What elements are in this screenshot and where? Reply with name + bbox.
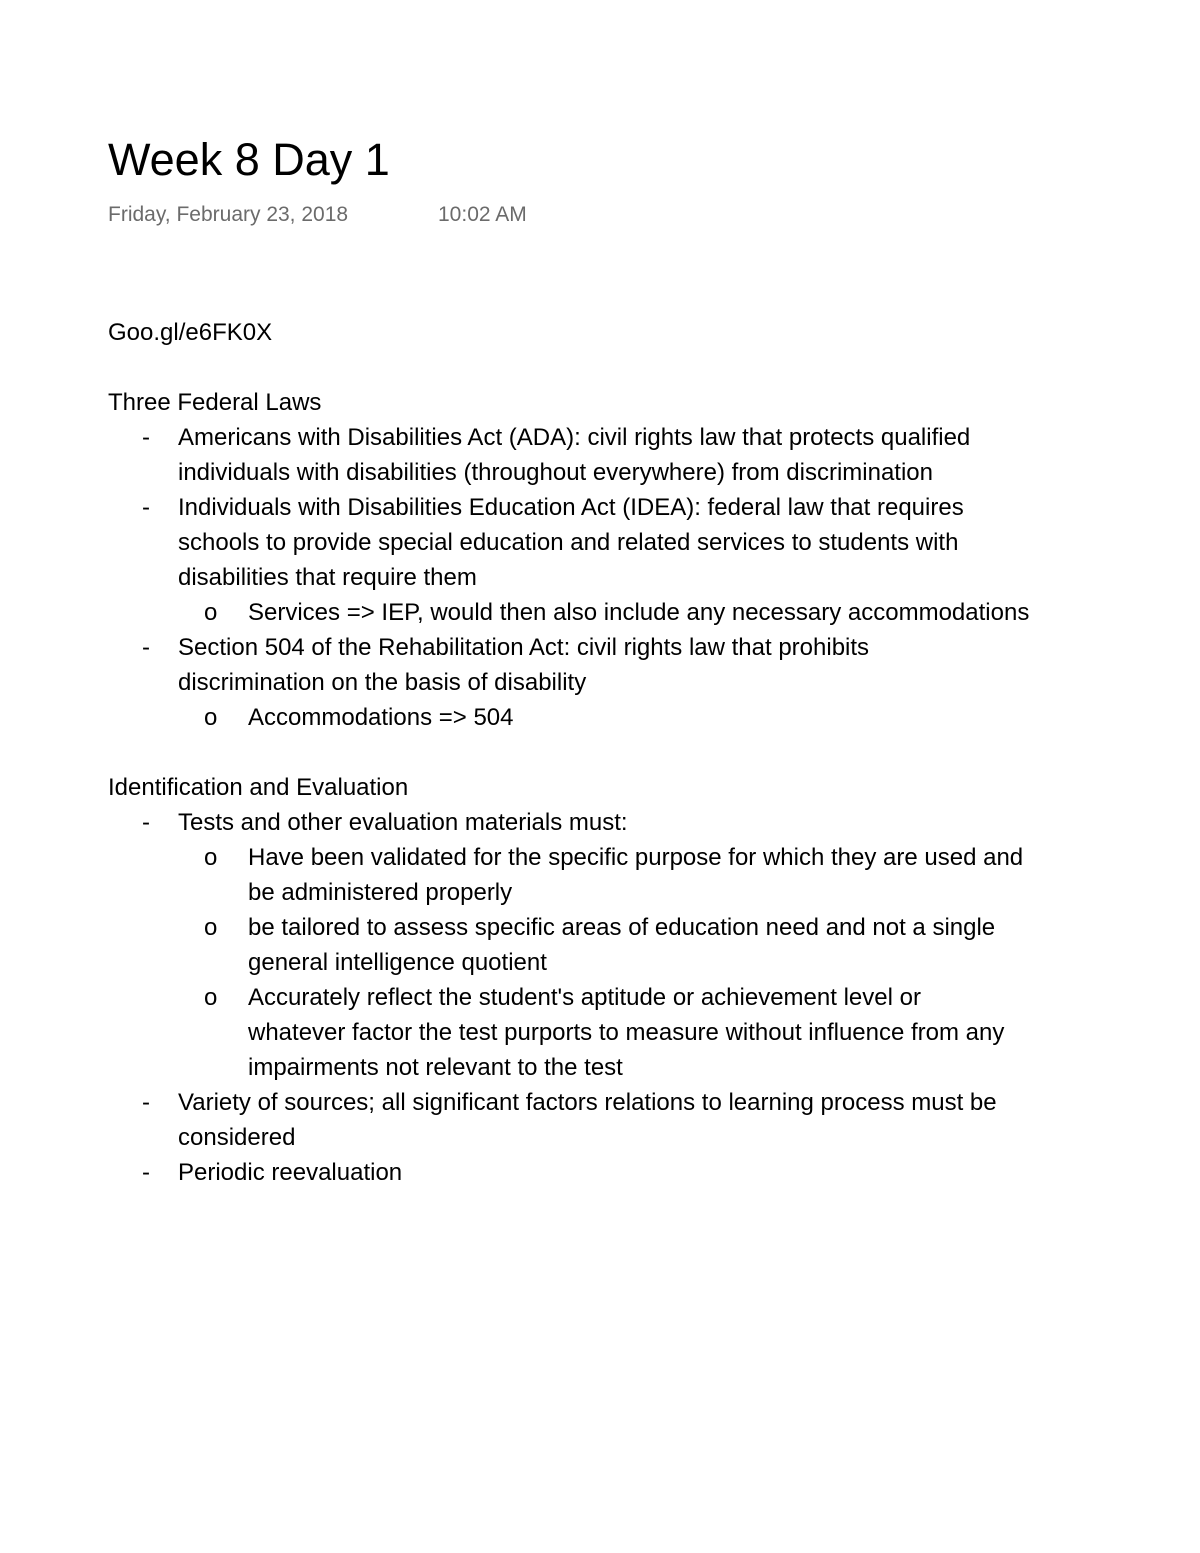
list-item-ada [108,420,1118,490]
circle-bullet: o [204,844,218,871]
sub-item-line: Accommodations => 504 [248,704,514,731]
list-item-line: Variety of sources; all significant factors relations to learning process must be [178,1089,997,1116]
note-time: 10:02 AM [438,203,527,226]
list-item-line: Individuals with Disabilities Education Act (IDEA): federal law that requires [178,494,964,521]
list-item-periodic-reevaluation [108,1155,1118,1190]
list-item-line: Americans with Disabilities Act (ADA): civil rights law that protects qualified [178,424,971,451]
sub-item-line: general intelligence quotient [248,949,547,976]
sub-item-line: impairments not relevant to the test [248,1054,623,1081]
sub-item-line: Accurately reflect the student's aptitude or achievement level or [248,984,921,1011]
dash-bullet: - [142,634,150,661]
sub-item-line: whatever factor the test purports to measure without influence from any [248,1019,1005,1046]
section-heading-federal-laws: Three Federal Laws [108,389,322,416]
circle-bullet: o [204,599,218,626]
sub-item-line: Have been validated for the specific purpose for which they are used and [248,844,1024,871]
sub-item-accurately-reflect [108,980,1118,1085]
blank-line [108,735,1118,770]
dash-bullet: - [142,809,150,836]
list-item-line: discrimination on the basis of disability [178,669,587,696]
sub-item-line: be tailored to assess specific areas of education need and not a single [248,914,996,941]
section-heading-identification: Identification and Evaluation [108,774,409,801]
dash-bullet: - [142,494,150,521]
sub-item-validated [108,840,1118,910]
circle-bullet: o [204,914,218,941]
list-item-tests [108,805,1118,840]
list-item-line: Tests and other evaluation materials must: [178,809,628,836]
sub-item-accommodations [108,700,1118,735]
dash-bullet: - [142,1089,150,1116]
list-item-line: Section 504 of the Rehabilitation Act: civil rights law that prohibits [178,634,870,661]
list-item-variety-of-sources [108,1085,1118,1155]
blank-line [108,350,1118,385]
list-item-line: disabilities that require them [178,564,477,591]
circle-bullet: o [204,704,218,731]
dash-bullet: - [142,424,150,451]
list-item-section-504 [108,630,1118,700]
link-text: Goo.gl/e6FK0X [108,319,273,346]
sub-item-tailored [108,910,1118,980]
list-item-line: considered [178,1124,296,1151]
sub-item-line: Services => IEP, would then also include any necessary accommodations [248,599,1030,626]
note-body [108,315,1118,1190]
sub-item-services [108,595,1118,630]
list-item-line: individuals with disabilities (throughout everywhere) from discrimination [178,459,933,486]
sub-item-line: be administered properly [248,879,513,906]
circle-bullet: o [204,984,218,1011]
list-item-line: schools to provide special education and related services to students with [178,529,959,556]
list-item-line: Periodic reevaluation [178,1159,403,1186]
dash-bullet: - [142,1159,150,1186]
list-item-idea [108,490,1118,595]
note-date: Friday, February 23, 2018 [108,203,349,226]
page-title: Week 8 Day 1 [108,134,390,185]
